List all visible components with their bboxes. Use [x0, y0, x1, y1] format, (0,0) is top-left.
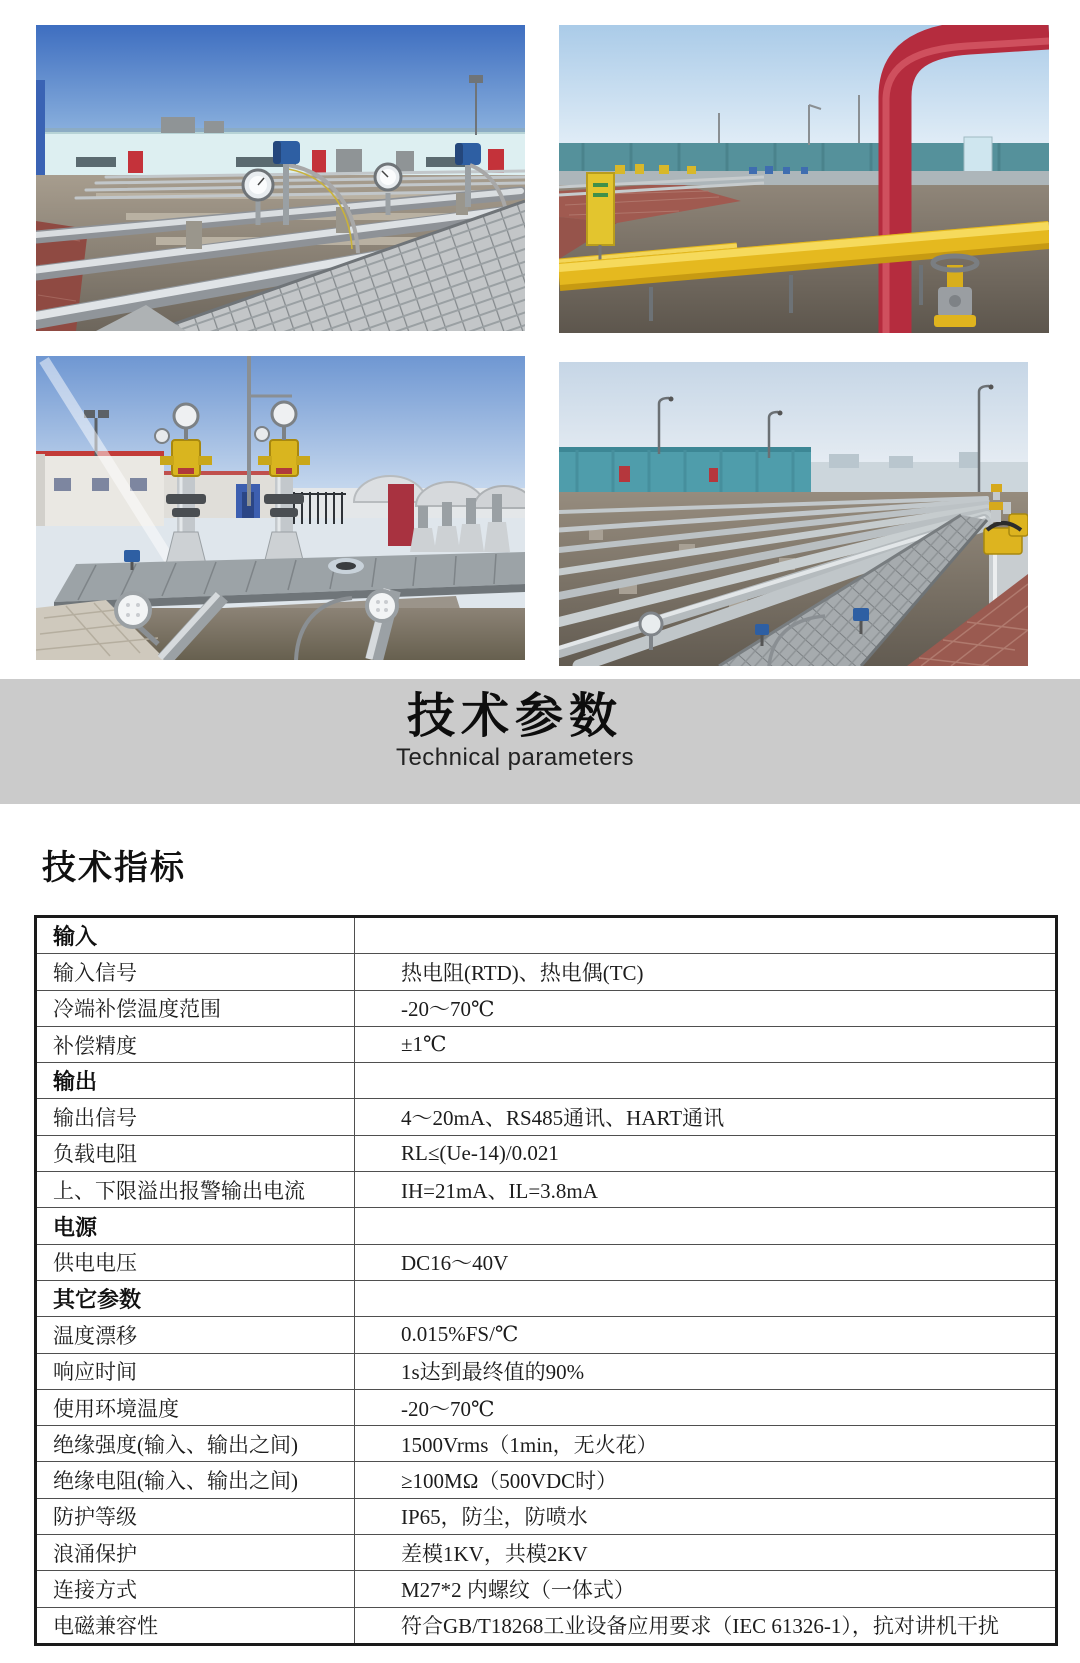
- spec-label: 负载电阻: [36, 1135, 355, 1171]
- spec-section-value: [355, 917, 1057, 954]
- spec-table: [34, 915, 1058, 1646]
- table-row: [36, 1099, 1057, 1135]
- table-section-row-input: [36, 917, 1057, 954]
- spec-label: 补偿精度: [36, 1026, 355, 1062]
- photo-yellow-red-pipes: [559, 25, 1049, 333]
- spec-value: IH=21mA、IL=3.8mA: [355, 1172, 1057, 1208]
- technical-parameters-banner: [0, 679, 1080, 804]
- spec-section-value: [355, 1208, 1057, 1244]
- spec-label: 输入信号: [36, 954, 355, 990]
- spec-label: 响应时间: [36, 1353, 355, 1389]
- table-row: [36, 1389, 1057, 1425]
- spec-label: 防护等级: [36, 1498, 355, 1534]
- table-row: [36, 1462, 1057, 1498]
- spec-section-label: 其它参数: [36, 1280, 355, 1316]
- photo-3-illustration: [36, 356, 525, 660]
- table-row: [36, 1353, 1057, 1389]
- table-row: [36, 954, 1057, 990]
- spec-value: 4～20mA、RS485通讯、HART通讯: [355, 1099, 1057, 1135]
- table-row: [36, 1172, 1057, 1208]
- table-row: [36, 1607, 1057, 1644]
- table-section-row-other: [36, 1280, 1057, 1316]
- photo-2-illustration: [559, 25, 1049, 333]
- spec-label: 浪涌保护: [36, 1535, 355, 1571]
- spec-label: 绝缘强度(输入、输出之间): [36, 1426, 355, 1462]
- table-section-row-power: [36, 1208, 1057, 1244]
- spec-label: 绝缘电阻(输入、输出之间): [36, 1462, 355, 1498]
- table-row: [36, 990, 1057, 1026]
- spec-section-label: 输出: [36, 1063, 355, 1099]
- spec-value: ±1℃: [355, 1026, 1057, 1062]
- spec-value: 1s达到最终值的90%: [355, 1353, 1057, 1389]
- table-row: [36, 1317, 1057, 1353]
- banner-title: 技术参数: [406, 690, 623, 743]
- table-row: [36, 1498, 1057, 1534]
- gate-valve: [933, 256, 977, 327]
- photo-pipeline-transmitters: [36, 25, 525, 331]
- spec-label: 电磁兼容性: [36, 1607, 355, 1644]
- spec-value: 差模1KV，共模2KV: [355, 1535, 1057, 1571]
- table-row: [36, 1535, 1057, 1571]
- table-row: [36, 1426, 1057, 1462]
- spec-label: 使用环境温度: [36, 1389, 355, 1425]
- spec-table-body: [36, 917, 1057, 1645]
- spec-label: 冷端补偿温度范围: [36, 990, 355, 1026]
- spec-section-value: [355, 1063, 1057, 1099]
- spec-value: -20～70℃: [355, 990, 1057, 1026]
- spec-label: 连接方式: [36, 1571, 355, 1607]
- section-heading: 技术指标: [42, 849, 186, 887]
- spec-value: 1500Vrms（1min，无火花）: [355, 1426, 1057, 1462]
- spec-value: ≥100MΩ（500VDC时）: [355, 1462, 1057, 1498]
- spec-section-label: 电源: [36, 1208, 355, 1244]
- spec-section-label: 输入: [36, 917, 355, 954]
- table-section-row-output: [36, 1063, 1057, 1099]
- spec-value: 0.015%FS/℃: [355, 1317, 1057, 1353]
- photo-pipe-field-walkway: [559, 362, 1028, 666]
- photo-4-illustration: [559, 362, 1028, 666]
- photo-1-illustration: [36, 25, 525, 331]
- spec-value: 符合GB/T18268工业设备应用要求（IEC 61326-1），抗对讲机干扰: [355, 1607, 1057, 1644]
- table-row: [36, 1571, 1057, 1607]
- spec-value: IP65，防尘，防喷水: [355, 1498, 1057, 1534]
- table-row: [36, 1135, 1057, 1171]
- spec-value: 热电阻(RTD)、热电偶(TC): [355, 954, 1057, 990]
- table-row: [36, 1244, 1057, 1280]
- spec-value: DC16～40V: [355, 1244, 1057, 1280]
- spec-label: 供电电压: [36, 1244, 355, 1280]
- spec-value: -20～70℃: [355, 1389, 1057, 1425]
- spec-label: 上、下限溢出报警输出电流: [36, 1172, 355, 1208]
- spec-section-value: [355, 1280, 1057, 1316]
- spec-label: 输出信号: [36, 1099, 355, 1135]
- spec-value: M27*2 内螺纹（一体式）: [355, 1571, 1057, 1607]
- spec-label: 温度漂移: [36, 1317, 355, 1353]
- photo-wellhead-platform: [36, 356, 525, 660]
- banner-text-block: [0, 691, 1030, 771]
- banner-subtitle: Technical parameters: [395, 744, 635, 771]
- table-row: [36, 1026, 1057, 1062]
- spec-value: RL≤(Ue-14)/0.021: [355, 1135, 1057, 1171]
